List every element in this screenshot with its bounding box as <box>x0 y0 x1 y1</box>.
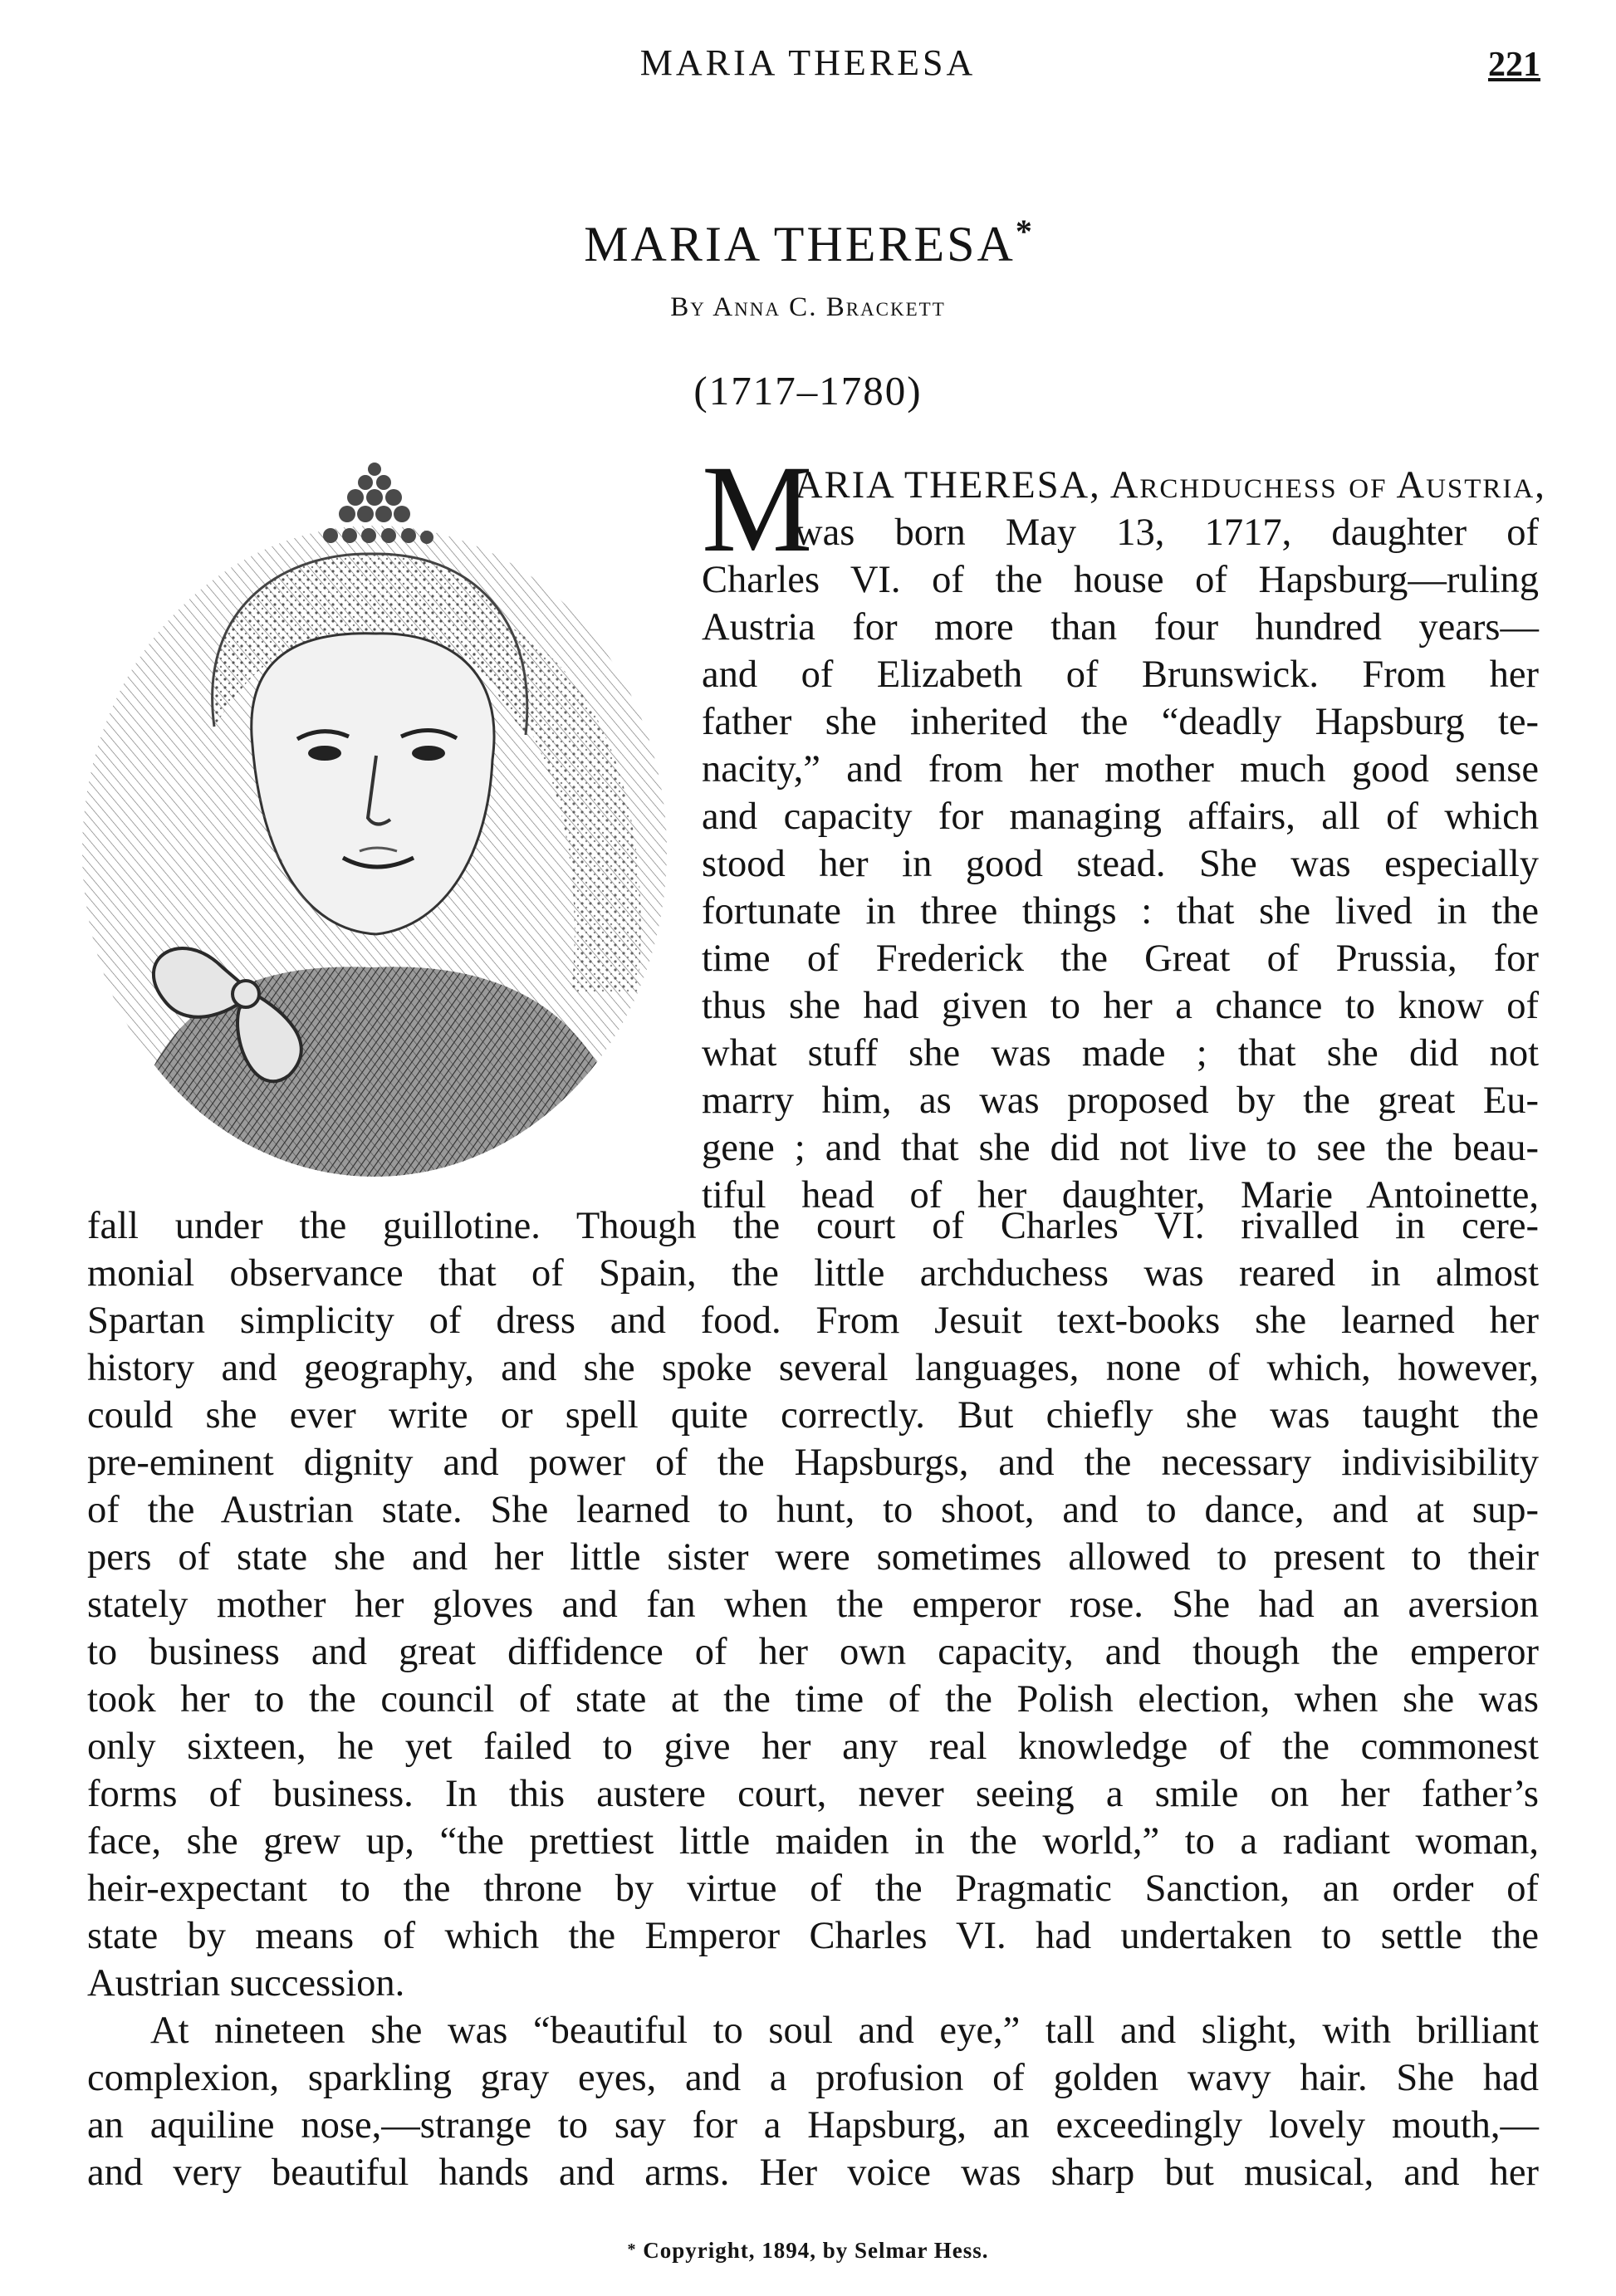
text-line: time of Frederick the Great of Prussia, for <box>702 937 1539 980</box>
byline: By Anna C. Brackett <box>670 292 946 322</box>
text-line: pre-eminent dignity and power of the Hapsburgs, and the necessary indivisibility <box>87 1442 1539 1484</box>
text-line: father she inherited the “deadly Hapsburg te- <box>702 701 1539 743</box>
text-line: face, she grew up, “the prettiest little maiden in the world,” to a radiant woman, <box>87 1820 1539 1863</box>
running-head <box>0 42 1616 91</box>
text-line: and capacity for managing affairs, all of which <box>702 796 1539 838</box>
text-line: could she ever write or spell quite correctly. But chiefly she was taught the <box>87 1394 1539 1437</box>
text-line: Spartan simplicity of dress and food. From Jesuit text-books she learned her <box>87 1300 1539 1342</box>
text-line: forms of business. In this austere court, never seeing a smile on her father’s <box>87 1773 1539 1815</box>
text-line: pers of state she and her little sister were sometimes allowed to present to their <box>87 1536 1539 1579</box>
drop-cap: M <box>702 440 813 578</box>
running-title: MARIA THERESA <box>639 42 977 83</box>
text-line: marry him, as was proposed by the great Eu- <box>702 1079 1539 1122</box>
portrait-engraving <box>73 461 676 1192</box>
text-line: stood her in good stead. She was especially <box>702 843 1539 885</box>
page-number: 221 <box>1488 46 1540 84</box>
text-line: heir-expectant to the throne by virtue of the Pragmatic Sanction, an order of <box>87 1868 1539 1910</box>
text-line: Austria for more than four hundred years— <box>702 606 1539 649</box>
text-line: history and geography, and she spoke several languages, none of which, however, <box>87 1347 1539 1389</box>
text-line: nacity,” and from her mother much good sense <box>702 748 1539 791</box>
body-text <box>87 1202 1539 2196</box>
column-text <box>702 462 1546 1219</box>
footnote <box>0 2238 1616 2264</box>
text-line: ARIA THERESA, Archduchess of Austria, <box>795 464 1546 507</box>
footnote-marker: * <box>1015 213 1032 250</box>
text-line: tiful head of her daughter, Marie Antoinette, <box>702 1174 1539 1217</box>
text-line: monial observance that of Spain, the little archduchess was reared in almost <box>87 1252 1539 1295</box>
text-line: stately mother her gloves and fan when the emperor rose. She had an aversion <box>87 1584 1539 1626</box>
text-line: Austrian succession. <box>87 1962 405 2005</box>
article-title <box>0 212 1616 273</box>
text-line: state by means of which the Emperor Charles VI. had undertaken to settle the <box>87 1915 1539 1957</box>
article-title-text: MARIA THERESA <box>584 217 1016 272</box>
text-line: and of Elizabeth of Brunswick. From her <box>702 654 1539 696</box>
text-line: complexion, sparkling gray eyes, and a profusion of golden wavy hair. She had <box>87 2057 1539 2099</box>
text-line: of the Austrian state. She learned to hunt, to shoot, and to dance, and at sup- <box>87 1489 1539 1531</box>
text-line: At nineteen she was “beautiful to soul and eye,” tall and slight, with brilliant <box>150 2010 1539 2052</box>
text-line: took her to the council of state at the time of the Polish election, when she was <box>87 1678 1539 1721</box>
text-line: to business and great diffidence of her own capacity, and though the emperor <box>87 1631 1539 1673</box>
text-line: gene ; and that she did not live to see the beau- <box>702 1127 1539 1169</box>
text-line: fall under the guillotine. Though the court of Charles VI. rivalled in cere- <box>87 1205 1539 1247</box>
footnote-text: Copyright, 1894, by Selmar Hess. <box>643 2238 989 2263</box>
text-line: thus she had given to her a chance to know of <box>702 985 1539 1027</box>
footnote-marker: * <box>627 2240 637 2259</box>
text-line: Charles VI. of the house of Hapsburg—ruling <box>702 559 1539 601</box>
text-line: fortunate in three things : that she lived in the <box>702 890 1539 933</box>
life-dates: (1717–1780) <box>693 368 923 414</box>
text-line: and very beautiful hands and arms. Her voice was sharp but musical, and her <box>87 2152 1539 2194</box>
text-line: was born May 13, 1717, daughter of <box>795 512 1539 554</box>
text-line: only sixteen, he yet failed to give her any real knowledge of the commonest <box>87 1726 1539 1768</box>
text-line: what stuff she was made ; that she did not <box>702 1032 1539 1075</box>
text-line: an aquiline nose,—strange to say for a Hapsburg, an exceedingly lovely mouth,— <box>87 2104 1539 2147</box>
